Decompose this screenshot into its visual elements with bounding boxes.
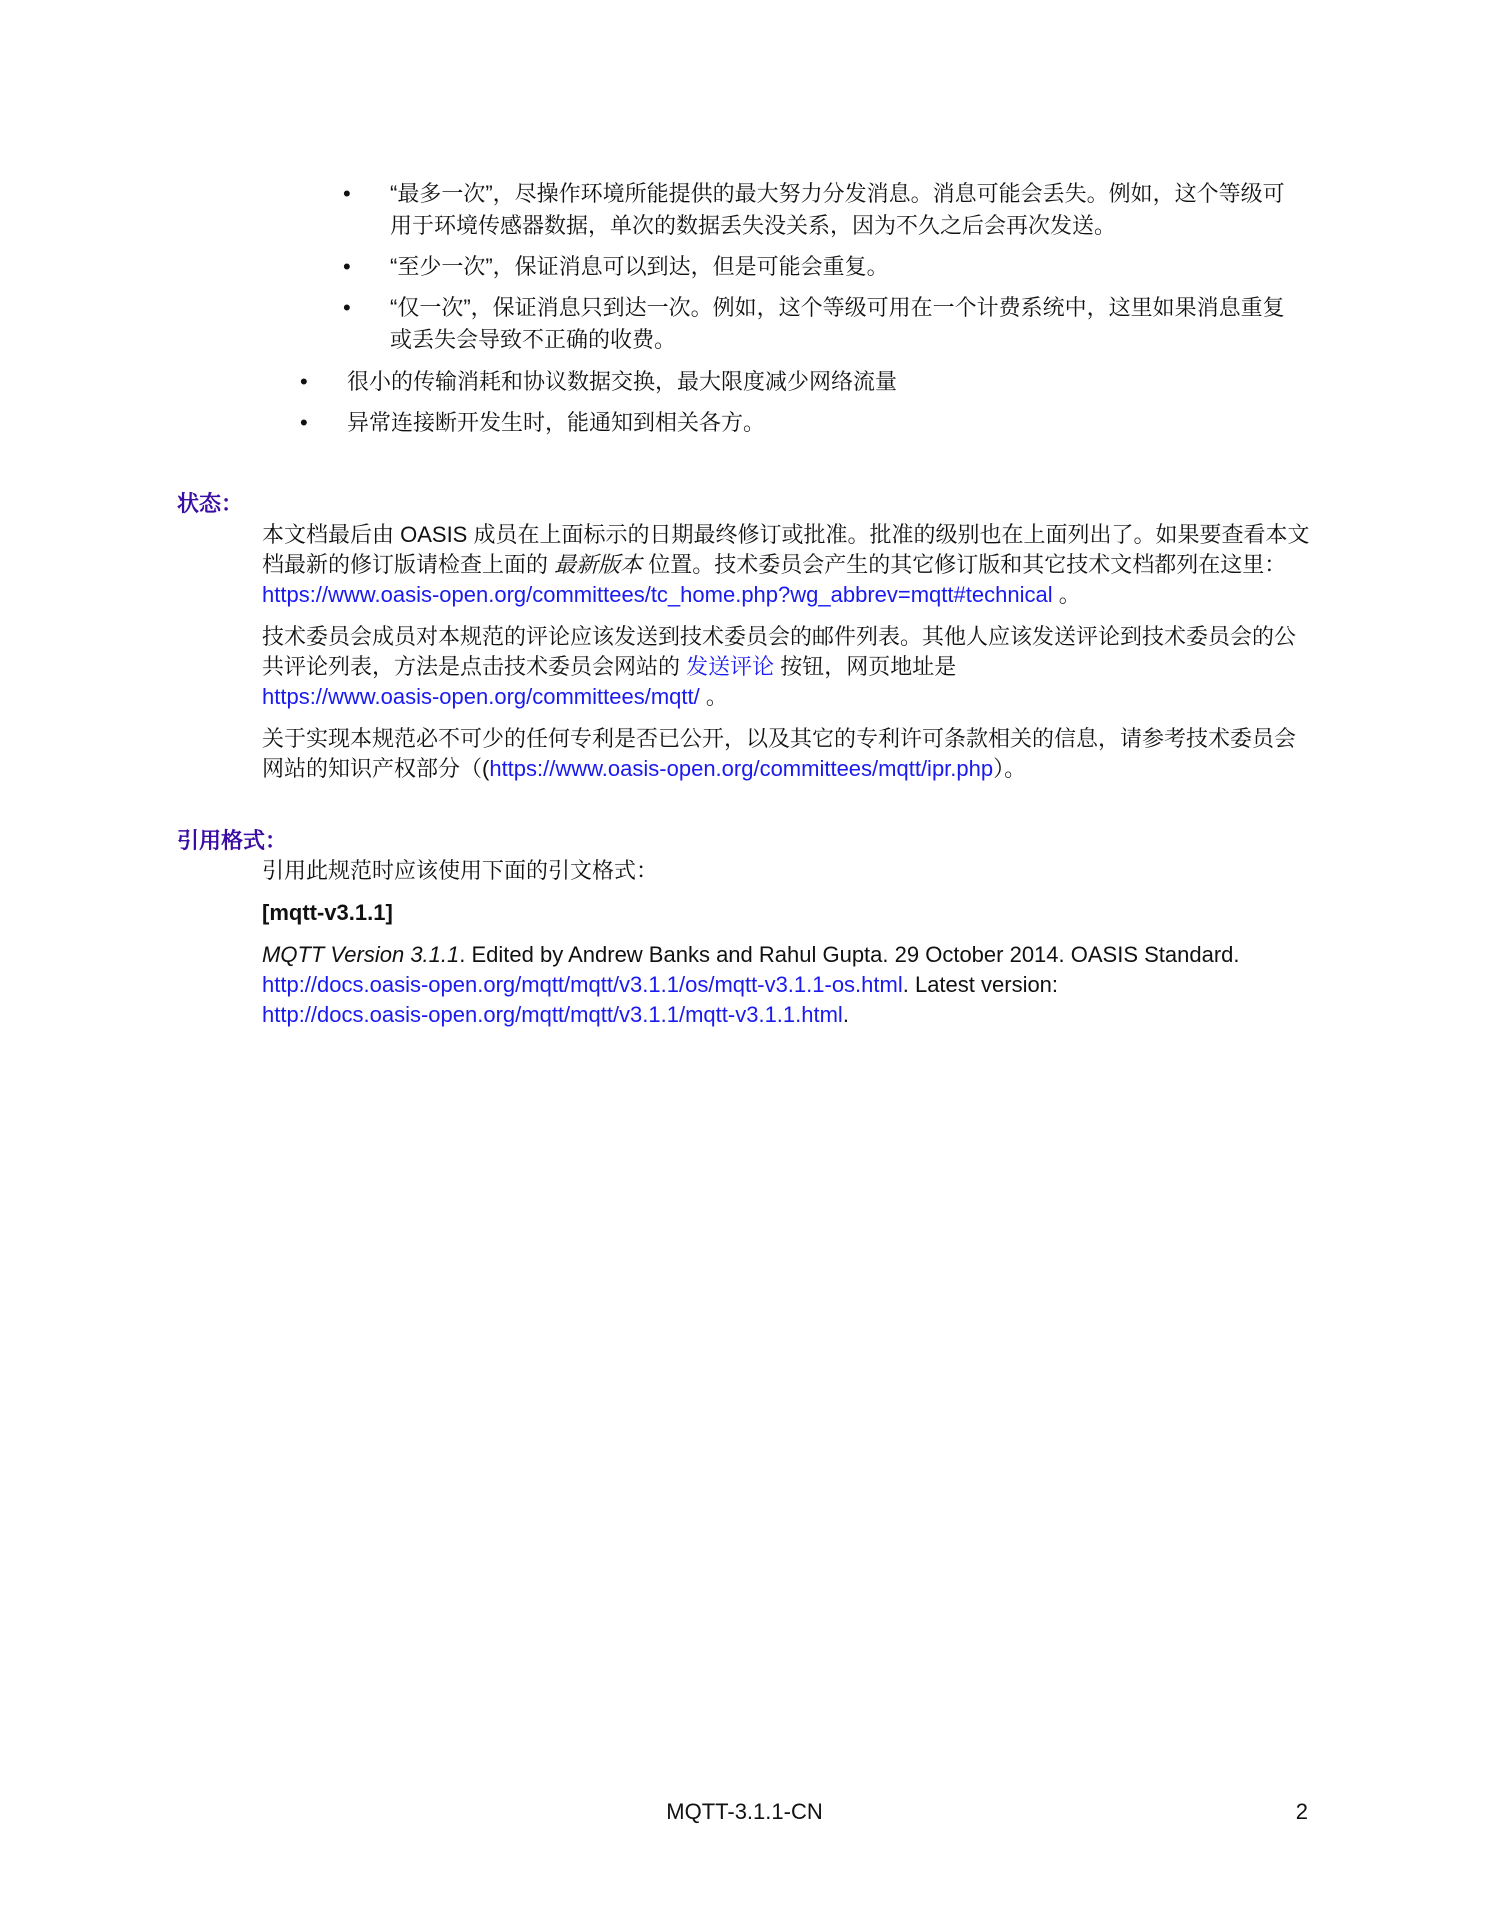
status-p3-end: ）。	[993, 756, 1027, 781]
bullet-icon: •	[343, 295, 351, 320]
list-item	[300, 366, 1300, 398]
citation-heading: 引用格式：	[177, 828, 288, 853]
footer-doc-id: MQTT-3.1.1-CN	[666, 1799, 823, 1824]
latest-version-link[interactable]: http://docs.oasis-open.org/mqtt/mqtt/v3.1.1/mqtt-v3.1.1.html	[262, 1002, 843, 1027]
status-p2-text: 技术委员会成员对本规范的评论应该发送到技术委员会的邮件列表。其他人应该发送评论到技术委员会的公共评论列表，方法是点击技术委员会网站的	[262, 624, 1297, 679]
list-item-text: “仅一次”，保证消息只到达一次。例如，这个等级可用在一个计费系统中，这里如果消息重复或丢失会导致不正确的收费。	[390, 295, 1285, 352]
bullet-icon: •	[343, 254, 351, 279]
list-item	[343, 292, 1303, 356]
citation-title: MQTT Version 3.1.1	[262, 942, 460, 967]
ipr-link[interactable]: https://www.oasis-open.org/committees/mqtt/ipr.php	[489, 756, 994, 781]
bullet-icon: •	[300, 410, 308, 435]
citation-reference	[262, 940, 1312, 1030]
citation-intro: 引用此规范时应该使用下面的引文格式：	[262, 858, 659, 883]
citation-end: .	[842, 1002, 849, 1027]
list-item	[343, 251, 1303, 283]
qos-level-list	[343, 178, 1303, 365]
os-version-link[interactable]: http://docs.oasis-open.org/mqtt/mqtt/v3.1.1/os/mqtt-v3.1.1-os.html	[262, 972, 903, 997]
list-item	[343, 178, 1303, 242]
list-item	[300, 407, 1300, 439]
list-item-text: “最多一次”，尽操作环境所能提供的最大努力分发消息。消息可能会丢失。例如，这个等级可用于环境传感器数据，单次的数据丢失没关系，因为不久之后会再次发送。	[390, 181, 1285, 238]
citation-section	[262, 856, 1312, 1042]
list-item-text: 异常连接断开发生时，能通知到相关各方。	[347, 410, 766, 435]
page-number: 2	[1295, 1799, 1308, 1824]
status-paragraph-3	[262, 724, 1312, 784]
citation-text: . Edited by Andrew Banks and Rahul Gupta. 29 October 2014. OASIS Standard.	[459, 942, 1240, 967]
list-item-text: 很小的传输消耗和协议数据交换，最大限度减少网络流量	[347, 369, 898, 394]
status-p3-text: 关于实现本规范必不可少的任何专利是否已公开，以及其它的专利许可条款相关的信息，请参考技术委员会网站的知识产权部分（(	[262, 726, 1297, 781]
status-p1-text-2: 位置。技术委员会产生的其它修订版和其它技术文档都列在这里：	[642, 552, 1287, 577]
status-heading: 状态：	[177, 491, 244, 516]
status-p2-end: 。	[699, 684, 728, 709]
status-paragraph-1	[262, 520, 1312, 610]
committee-site-link[interactable]: https://www.oasis-open.org/committees/mqtt/	[262, 684, 700, 709]
technical-docs-link[interactable]: https://www.oasis-open.org/committees/tc_home.php?wg_abbrev=mqtt#technical	[262, 582, 1053, 607]
status-p1-text: 本文档最后由 OASIS 成员在上面标示的日期最终修订或批准。批准的级别也在上面列出了。如果要查看本文档最新的修订版请检查上面的	[262, 522, 1310, 577]
latest-version-label: 最新版本	[554, 552, 643, 577]
status-p2-text-2: 按钮，网页地址是	[774, 654, 957, 679]
citation-tag: [mqtt-v3.1.1]	[262, 900, 393, 925]
feature-list	[300, 366, 1300, 448]
bullet-icon: •	[300, 369, 308, 394]
bullet-icon: •	[343, 181, 351, 206]
status-p1-end: 。	[1052, 582, 1081, 607]
status-section	[262, 520, 1312, 796]
status-paragraph-2	[262, 622, 1312, 712]
citation-text-2: . Latest version:	[902, 972, 1059, 997]
send-comment-link[interactable]: 发送评论	[686, 654, 775, 679]
list-item-text: “至少一次”，保证消息可以到达，但是可能会重复。	[390, 254, 889, 279]
